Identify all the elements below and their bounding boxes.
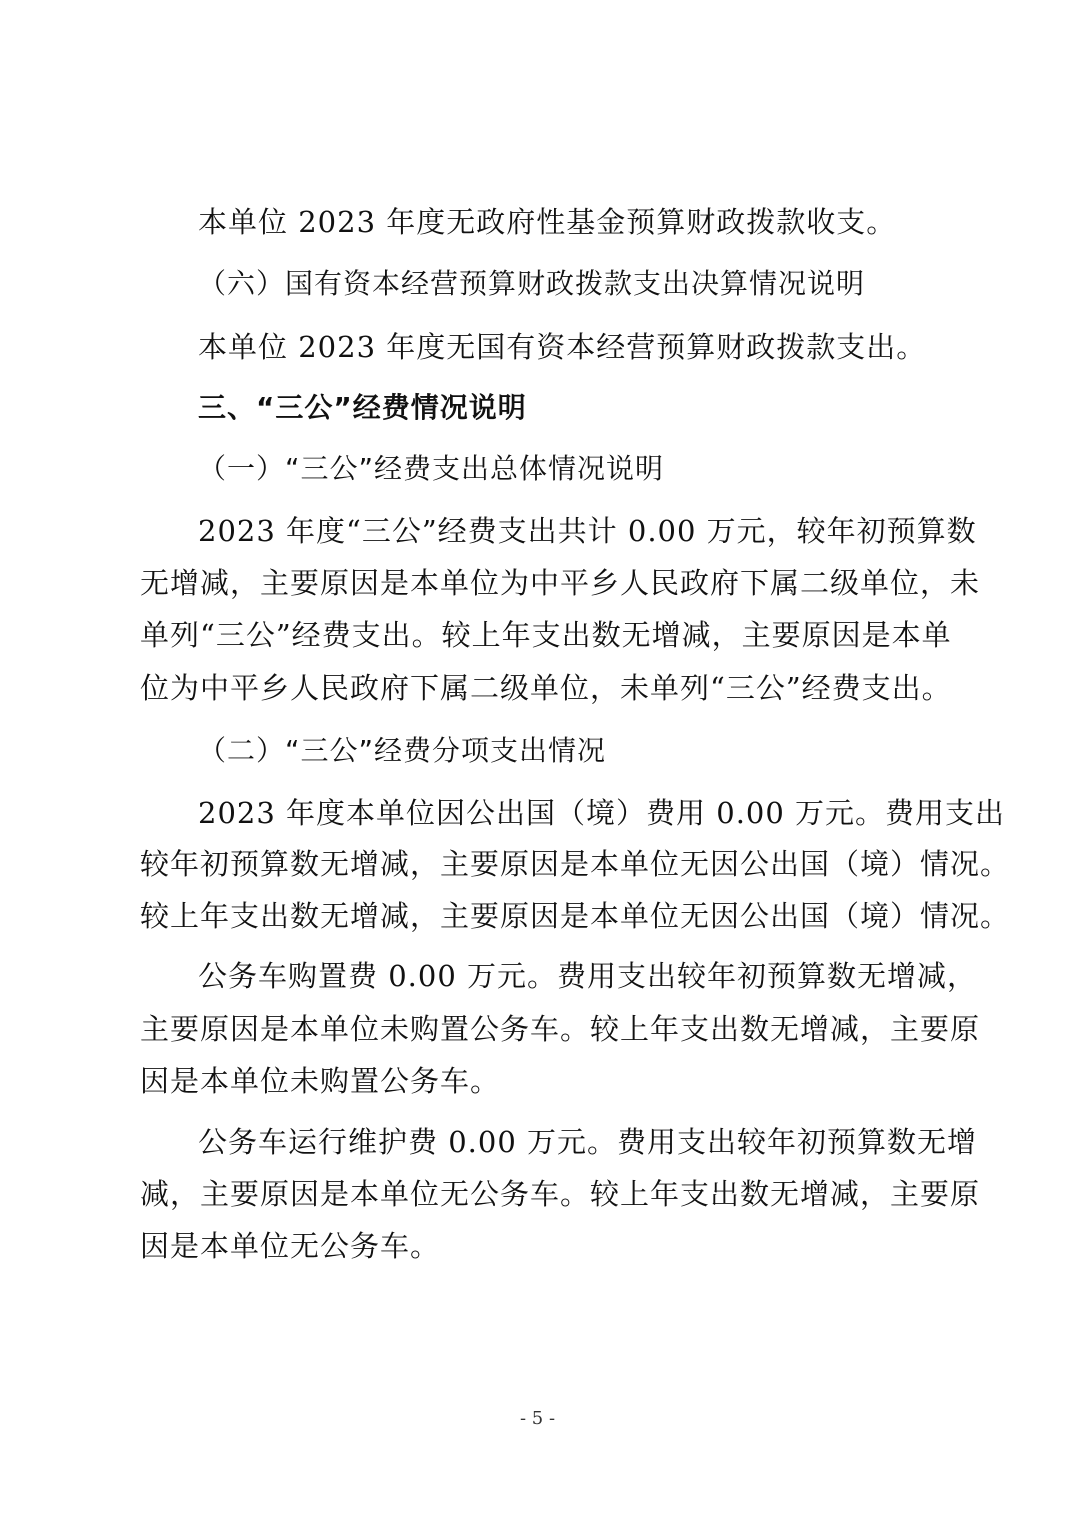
page-number: - 5 - [519, 1408, 556, 1429]
text-line: 较年初预算数无增减，主要原因是本单位无因公出国（境）情况。 [140, 847, 1011, 881]
section-heading-2: （二）“三公”经费分项支出情况 [198, 734, 607, 767]
text-line: 减，主要原因是本单位无公务车。较上年支出数无增减，主要原 [140, 1177, 981, 1211]
text-line: 较上年支出数无增减，主要原因是本单位无因公出国（境）情况。 [140, 899, 1011, 933]
paragraph-gov-fund: 本单位 2023 年度无政府性基金预算财政拨款收支。 [198, 205, 897, 239]
text-line: 无增减，主要原因是本单位为中平乡人民政府下属二级单位，未 [140, 566, 981, 600]
chapter-heading-3: 三、“三公”经费情况说明 [198, 391, 527, 424]
text-line: 单列“三公”经费支出。较上年支出数无增减，主要原因是本单 [140, 618, 952, 652]
section-heading-6: （六）国有资本经营预算财政拨款支出决算情况说明 [198, 267, 866, 300]
text-line: 2023 年度“三公”经费支出共计 0.00 万元，较年初预算数 [198, 514, 977, 548]
text-line: 因是本单位未购置公务车。 [140, 1064, 501, 1098]
text-line: 主要原因是本单位未购置公务车。较上年支出数无增减，主要原 [140, 1012, 981, 1046]
text-line: 公务车购置费 0.00 万元。费用支出较年初预算数无增减， [198, 959, 978, 993]
text-line: 2023 年度本单位因公出国（境）费用 0.00 万元。费用支出 [198, 796, 1006, 830]
section-heading-1: （一）“三公”经费支出总体情况说明 [198, 452, 665, 485]
text-line: 因是本单位无公务车。 [140, 1229, 441, 1263]
paragraph-state-capital: 本单位 2023 年度无国有资本经营预算财政拨款支出。 [198, 330, 927, 364]
text-line: 公务车运行维护费 0.00 万元。费用支出较年初预算数无增 [198, 1125, 978, 1159]
text-line: 位为中平乡人民政府下属二级单位，未单列“三公”经费支出。 [140, 671, 952, 705]
